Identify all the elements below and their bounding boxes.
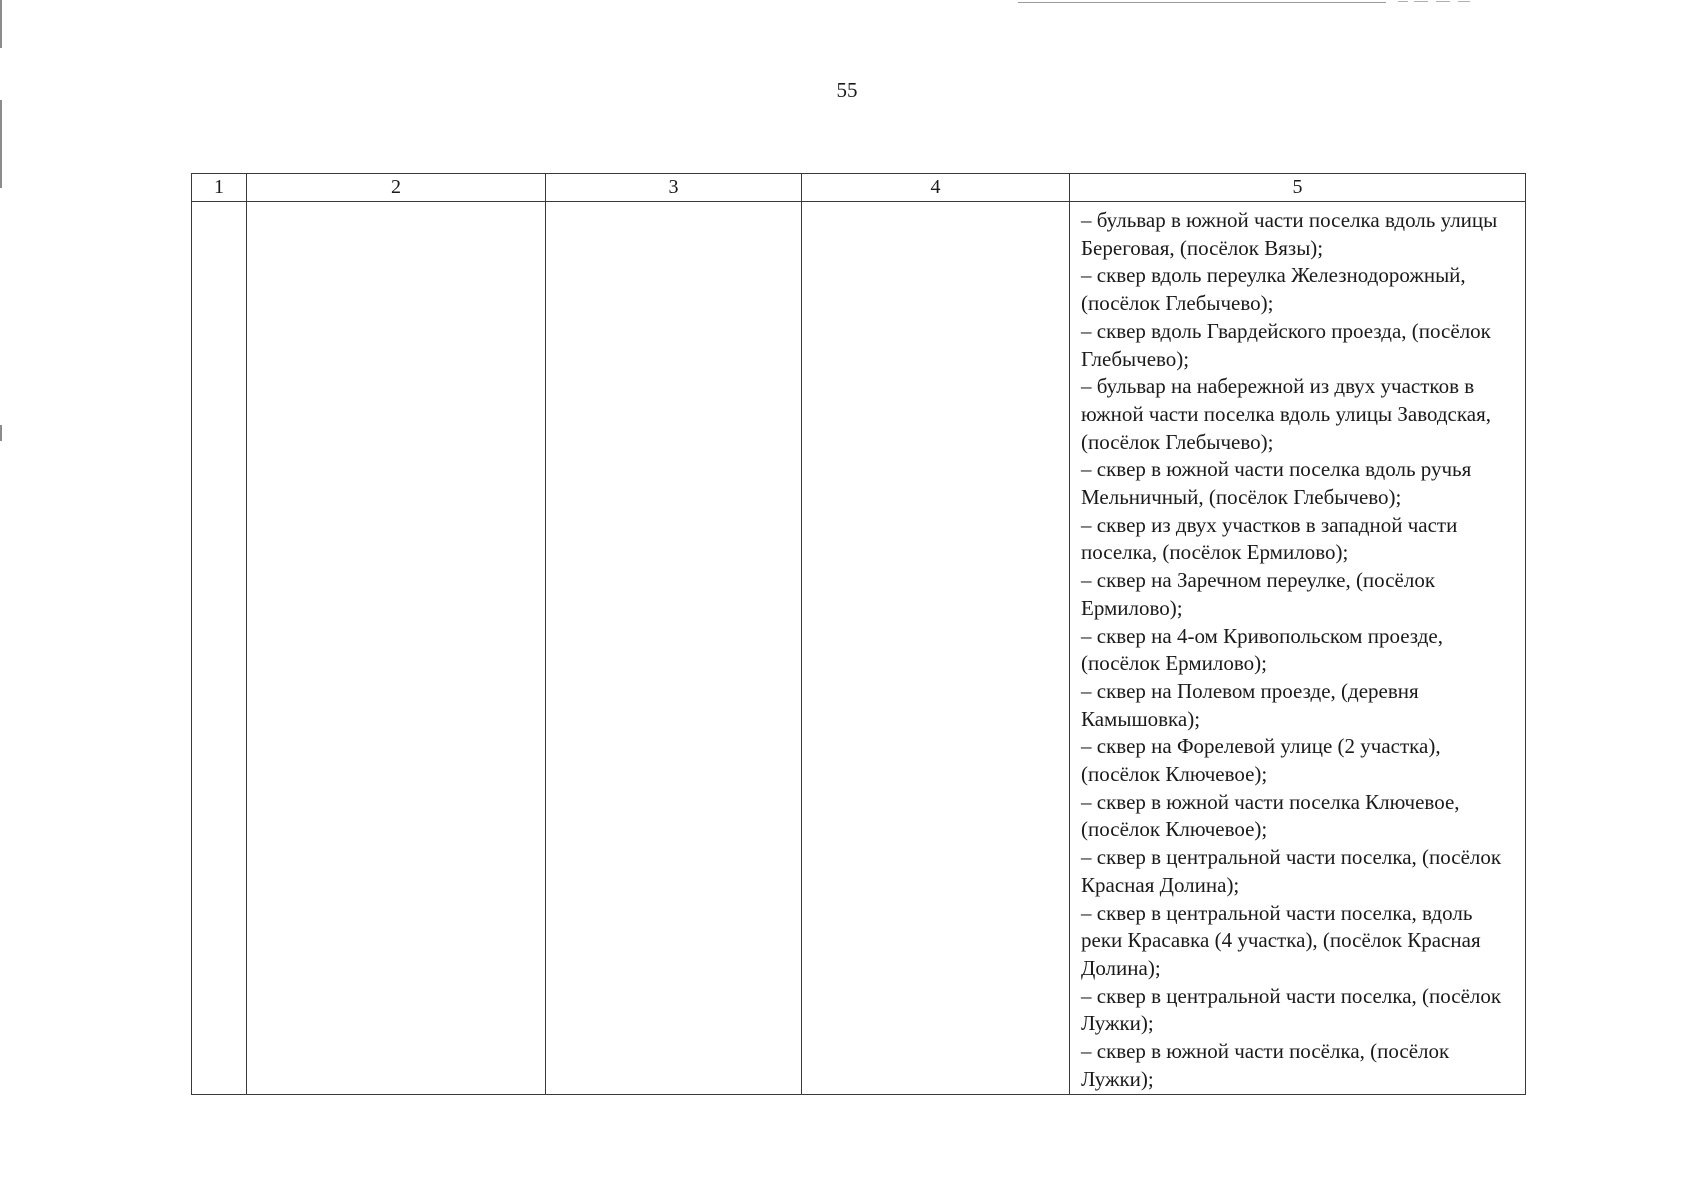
scan-edge-mark bbox=[0, 425, 2, 441]
column-header-4: 4 bbox=[802, 174, 1070, 202]
list-item: – сквер на Форелевой улице (2 участка), (посёлок Ключевое); bbox=[1081, 734, 1441, 787]
cell-col-1 bbox=[192, 202, 247, 1095]
scan-edge-mark bbox=[0, 0, 2, 48]
list-item: – сквер в центральной части поселка, (посёлок Лужки); bbox=[1081, 983, 1502, 1036]
list-item: – сквер на Заречном переулке, (посёлок Ермилово); bbox=[1081, 568, 1436, 620]
park-list bbox=[1070, 202, 1525, 1094]
scan-artifact-dash bbox=[1436, 1, 1450, 2]
list-item: – сквер в южной части посёлка, (посёлок Лужки); bbox=[1081, 1039, 1450, 1091]
list-item: – сквер из двух участков в западной части поселка, (посёлок Ермилово); bbox=[1081, 512, 1458, 565]
cell-col-4 bbox=[802, 202, 1070, 1095]
scan-artifact-dash bbox=[1458, 1, 1470, 2]
header-row bbox=[192, 174, 1526, 202]
column-header-1: 1 bbox=[192, 174, 247, 202]
list-item: – сквер в южной части поселка Ключевое, (посёлок Ключевое); bbox=[1081, 789, 1460, 842]
scan-artifact-dash bbox=[1398, 1, 1408, 2]
list-item: – сквер на 4-ом Кривопольском проезде, (посёлок Ермилово); bbox=[1081, 623, 1443, 676]
column-header-2: 2 bbox=[247, 174, 546, 202]
scan-artifact-dash bbox=[1414, 1, 1428, 2]
table-row bbox=[192, 202, 1526, 1095]
list-item: – сквер в центральной части поселка, (посёлок Красная Долина); bbox=[1081, 845, 1502, 897]
cell-col-5 bbox=[1070, 202, 1526, 1095]
column-header-5: 5 bbox=[1070, 174, 1526, 202]
column-header-3: 3 bbox=[546, 174, 802, 202]
list-item: – бульвар на набережной из двух участков в южной части поселка вдоль улицы Заводская, (посёлок Глебычево); bbox=[1081, 374, 1491, 454]
cell-col-3 bbox=[546, 202, 802, 1095]
list-item: – сквер вдоль Гвардейского проезда, (посёлок Глебычево); bbox=[1081, 318, 1491, 371]
list-item: – сквер на Полевом проезде, (деревня Камышовка); bbox=[1081, 678, 1419, 731]
list-item: – сквер в южной части поселка вдоль ручья Мельничный, (посёлок Глебычево); bbox=[1081, 457, 1472, 510]
cell-col-2 bbox=[247, 202, 546, 1095]
data-table bbox=[191, 173, 1526, 1095]
page-number: 55 bbox=[836, 78, 858, 102]
list-item: – бульвар в южной части поселка вдоль улицы Береговая, (посёлок Вязы); bbox=[1081, 208, 1498, 260]
list-item: – сквер в центральной части поселка, вдоль реки Красавка (4 участка), (посёлок Красная Долина); bbox=[1081, 900, 1481, 980]
scan-edge-mark bbox=[0, 100, 2, 188]
scan-artifact-line bbox=[1018, 2, 1386, 3]
list-item: – сквер вдоль переулка Железнодорожный, (посёлок Глебычево); bbox=[1081, 263, 1466, 316]
